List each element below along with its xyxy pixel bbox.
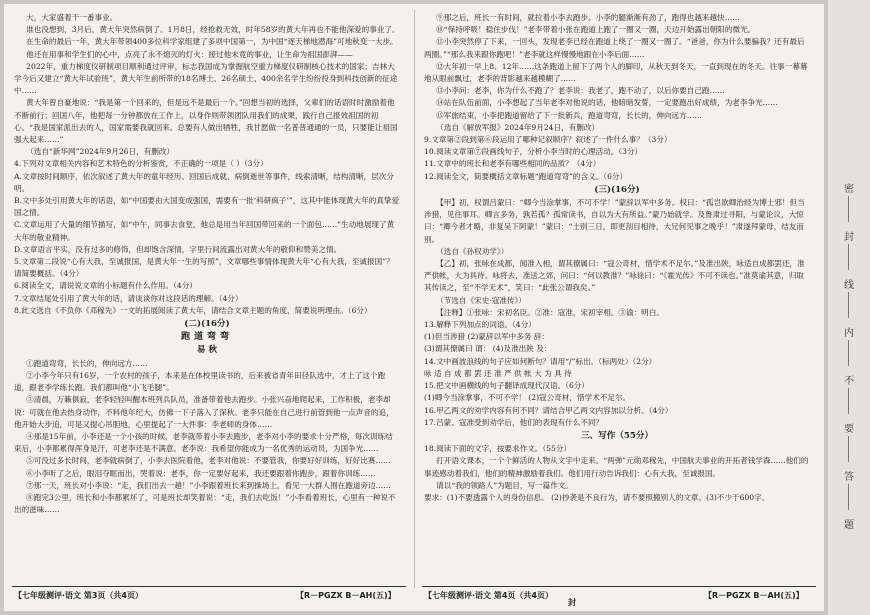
page-4-column — [424, 12, 810, 504]
passage-paragraph: 大，大家盛着干一番事业。 — [26, 13, 118, 22]
question-line: 11.文章中的班长和老李有哪些相同的品质？（4分） — [424, 159, 601, 169]
passage-paragraph: 请以“我的领路人”为题目，写一篇作文。 — [436, 480, 574, 490]
exam-sheet — [4, 4, 824, 611]
binding-dash — [848, 292, 849, 318]
question-line: 17.吕蒙、寇准受到劝学后，他们的表现有什么不同？ — [424, 417, 604, 427]
question-line: 7.文章结尾处引用了黄大年的话，请谈谈你对这段话的理解。（4分） — [14, 293, 243, 303]
question-line: 12.阅读全文，简要概括文章标题“跑道弯弯”的含义。（6分） — [424, 171, 628, 181]
binding-dash — [848, 436, 849, 462]
question-line: D.文章语言平实，没有过多的修饰，但却饱含深情，字里行间流露出对黄大年的敬仰和赞美之情。 — [14, 244, 342, 254]
passage-paragraph: ⑤可没过多长时间，老李就病倒了，小李去医院看他，老李对他说：不要管我，你要好好训练，好好比赛…… — [26, 456, 391, 466]
question-line: A.文章按时间顺序，依次叙述了黄大年的童年经历、回国后成就、病倒逝世等事件，线索清晰，结构清晰，层次分明。 — [14, 171, 394, 193]
question-line: (1)卿今当涂掌事，不可不学！ (2)寇公奇材，惜学术不足尔。 — [424, 393, 631, 403]
passage-paragraph: ⑭站在队伍前面，小李想起了当年老李对他说的话，他暗暗发誓，一定要跑出好成绩，为老李争光…… — [436, 98, 778, 108]
question-line: C.文章运用了大量的细节描写，如“中午，同事去食堂，他总是用当年回国带回来的一个面包……”生动地展现了黄大年的敬业精神。 — [14, 220, 395, 242]
passage-paragraph: ⑩“保持呼吸！稳住步伐！”老李带着小张在跑道上跑了一圈又一圈，天边开始露出朝阳的微光。 — [436, 25, 756, 35]
question-line: 13.解释下列加点的词语。（4分） — [424, 320, 536, 330]
center-mark: 封 — [568, 597, 576, 607]
binding-dash — [848, 340, 849, 366]
question-line: 5.文章第二段说“心有大我，至诚报国，是黄大年一生的写照”，文章哪些事情体现黄大年“心有大我，至诚报国”？请简要概括。（4分） — [14, 257, 394, 279]
passage-paragraph: 在生命的最后一年，黄大年带领400多位科学家组建了多项中国第一，为中国“逐天梯地潜海”可地秋变一大步。 — [26, 37, 398, 47]
binding-char: 内 — [844, 328, 854, 339]
column-divider — [414, 10, 415, 588]
question-line: 18.阅读下面的文字，按要求作文。（55分） — [424, 444, 572, 454]
passage-paragraph: ⑦那一天，班长对小李说：“走，我们出去一趟！”小李跟着班长来到操场上，看见一大群人围在跑道旁边…… — [26, 480, 391, 490]
binding-dash — [848, 484, 849, 510]
passage-paragraph: 他还在用事和学生们的心中，点亮了永不熄灭的灯火：接过他未竟的事业，让生命为祖国澎湃—— — [26, 49, 353, 59]
passage-paragraph: （选自《解放军报》2024年9月24日，有删改） — [436, 122, 600, 132]
binding-char: 线 — [844, 280, 854, 291]
passage-author: 易 秋 — [196, 345, 218, 356]
question-line: (3)谓其僚属曰 谓： (4)及准出陕 及： — [424, 344, 552, 354]
question-line: 16.甲乙两文的劝学内容有何不同？请结合甲乙两文内容加以分析。（4分） — [424, 405, 673, 415]
question-line: (1)但当涉猎 (2)蒙辞以军中多务 辞： — [424, 332, 550, 342]
section-heading: 三、写作（55分） — [580, 430, 654, 441]
passage-title: 跑道弯弯 — [180, 332, 233, 343]
binding-char: 要 — [844, 424, 854, 435]
passage-paragraph: 【乙】初，张咏在成都，闻准入相，谓其僚属曰：“寇公奇材，惜学术不足尔。”及准出陕，咏适自成都罢还，准严供帐，大为具待。咏将去，准送之郊，问曰：“何以教准？”咏徐曰：“《霍光传》不可不读也。”准莫谕其意，归取其传读之，至“不学无术”，笑曰：“此张公谓我矣。” — [424, 259, 805, 293]
page-3-column — [14, 12, 400, 516]
passage-paragraph: ②小李今年只有16岁，一个农村的孩子，本来是在体校里读书的，后来被省青年田径队选中，才上了这个跑道，跟老李学练长跑。我们都叫他“小飞毛腿”。 — [14, 370, 386, 393]
question-line: 10.阅读文章第⑦段画线句子，分析小李当时的心理活动。（3分） — [424, 147, 643, 157]
passage-paragraph: 黄大年曾自豪地说：“我是第一个回来的，但是远不是最后一个。”回想当初的选择，父辈们的话语时时激励着他不断前行；回国八年，他把每一分钟都放在工作上，以身作则带领团队用我们的成果，践行自己报效祖国的初心。“我是国家派出去的人，国家需要我就回来。总要有人做出牺牲，我甘愿做一名普普通通的一员，只要能让祖国强大起来……” — [14, 98, 398, 145]
question-line: 咏 适 自 成 都 罢 还 准 严 供 帐 大 为 具 待 — [424, 368, 572, 378]
passage-paragraph: 打开语文课本，一个个鲜活的人物从文字中走来。“两弹”元勋邓稼先，中国航天事业的开拓者钱学森……他们的事迹感动着我们，他们的精神激励着我们。他们用行动告诉我们：心有大我，至诚报国。 — [424, 456, 809, 478]
binding-char: 题 — [844, 520, 854, 531]
passage-paragraph: ⑬小李问：老李，你为什么不跑了？老李说：我老了，跑不动了，以后你要自己跑…… — [436, 86, 725, 96]
footer-rule-right — [422, 586, 816, 587]
passage-paragraph: 2022年，重力梯度仪研制项目顺利通过评审，标志我国成为掌握航空重力梯度仪研制核心技术的国家；吉林大学今后又建立“黄大年试验班”，黄大年生前所带的18名博士、26名硕士、400余名学生纷纷投身到科技创新的征途中…… — [14, 61, 398, 96]
footer-page-4-code: 【R－PGZX B－AH(五)】 — [704, 591, 804, 600]
passage-paragraph: 【注释】①张咏：宋初名臣。②准：寇准，宋初宰相。③谕：明白。 — [436, 307, 664, 317]
passage-paragraph: 谁也没想到，3月后，黄大年突然病倒了。1月8日，经抢救无效，时年58岁的黄大年再也不能他深爱的事业了。 — [26, 25, 400, 35]
passage-paragraph: ⑫大年初一早上8、12年……这条跑道上留下了两个人的脚印，从秋天到冬天，一直到现在的冬天。往事一幕幕地从眼前飘过，老李的背影越来越模糊了…… — [424, 61, 808, 84]
footer-page-4-label: 【七年级测评·语文 第4页（共4页） — [424, 591, 553, 600]
question-line: 14.文中画波浪线的句子应如何断句？请用“/”标出。（标两处）（2分） — [424, 356, 657, 366]
passage-paragraph: ⑥小李听了之后，眼泪夺眶而出，哭着说：老李，你一定要好起来，我还要跟着你跑步，跟着你训练…… — [26, 468, 376, 478]
passage-paragraph: ③清晨，万籁俱寂，老李轻轻叫醒本班列兵队员，准备带着他去跑步。小张兴奋地爬起来，工作积极，老李却说：可就在他去热身动作，不料他年纪大，仿佛一下子落入了深秋。老李只能在自己进行前管到他一点声音的追，他开始大步追，可是又提心吊胆地，心里提起了一大件事：李老师的身体…… — [14, 395, 394, 429]
passage-paragraph: ①跑道弯弯，长长的，伸向远方…… — [26, 358, 148, 368]
question-line: B.文中多处引用黄大年的话语，如“中国要由大国变成强国，需要有一批‘科研疯子’”，这其中能体现黄大年的真挚爱国之情。 — [14, 196, 400, 218]
binding-char: 不 — [844, 376, 854, 387]
footer-page-3-code: 【R－PGZX B－AH(五)】 — [296, 591, 396, 600]
passage-paragraph: （节选自《宋史·寇准传》） — [436, 295, 526, 305]
passage-paragraph: ⑪小李突然停了下来，一回头，发现老李已经在跑道上绕了一圈又一圈了。“爸爸，你为什么要骗我？还有最后两圈。”“那么我来跟你跑吧！”老李就这样慢慢地跟在小李后面…… — [424, 37, 805, 59]
footer-rule-left — [12, 586, 406, 587]
section-heading: (二)(16分) — [184, 319, 230, 330]
passage-paragraph: ④那是15年前，小李还是一个小孩的时候，老李就带着小李去跑步，老李对小李的要求十分严格，每次训练结束后，小李都累得浑身是汗，可老李还是不满意。老李说：我希望你能成为一名优秀的运动员，为国争光…… — [14, 431, 393, 454]
question-line: 15.把文中画横线的句子翻译成现代汉语。（6分） — [424, 381, 589, 391]
question-line: 8.此文选自《不负你《邓稼先》一文的拓展阅读了黄大年，请结合文章主题的角度，简要说明理由。（6分） — [14, 305, 372, 315]
binding-char: 封 — [844, 232, 854, 243]
question-line: 9.文章第②段到第⑥段运用了哪种记叙顺序？叙述了一件什么事？（3分） — [424, 135, 672, 145]
binding-dash — [848, 388, 849, 414]
binding-strip — [828, 0, 870, 615]
binding-char: 答 — [844, 472, 854, 483]
binding-dash — [848, 196, 849, 222]
footer-page-3-label: 【七年级测评·语文 第3页（共4页） — [14, 591, 143, 600]
passage-paragraph: ⑨那之后，班长一有时间，就拉着小李去跑步。小李的腿渐渐有劲了，跑得也越来越快…… — [436, 13, 740, 22]
section-heading: (三)(16分) — [594, 184, 640, 195]
binding-dash — [848, 244, 849, 270]
question-line: 4.下列对文章相关内容和艺术特色的分析鉴赏，不正确的一项是（ ）（3分） — [14, 159, 268, 169]
passage-paragraph: （选自“新华网”2024年9月26日，有删改） — [26, 147, 175, 157]
question-line: 要求：(1)不要透露个人的身份信息。 (2)抄袭是不良行为，请不要照搬别人的文章。(3)不少于600字。 — [424, 492, 770, 502]
passage-paragraph: （选自《孙权劝学》） — [436, 246, 509, 256]
question-line: 6.阅读全文，请说说文章的小标题有什么作用。（4分） — [14, 281, 197, 291]
passage-paragraph: ⑧跑完3公里，班长和小李都累坏了，可是班长却笑着说：“走，我们去吃饭！”小李看着班长，心里有一种说不出的滋味…… — [14, 492, 396, 515]
passage-paragraph: 【甲】初，权谓吕蒙曰：“卿今当涂掌事，不可不学！”蒙辞以军中多务。权曰：“孤岂欲卿治经为博士邪！但当涉猎，见往事耳。卿言多务，孰若孤？孤常读书，自以为大有所益。”蒙乃始就学。及鲁肃过寻阳，与蒙论议，大惊曰：“卿今者才略，非复吴下阿蒙！”蒙曰：“士别三日，即更刮目相待，大兄何见事之晚乎！”肃遂拜蒙母，结友而别。 — [424, 198, 805, 244]
binding-char: 密 — [844, 184, 854, 195]
passage-paragraph: ⑮军旅结束，小李把跑道留给了下一批新兵，跑道弯弯，长长的，伸向远方…… — [436, 110, 702, 120]
